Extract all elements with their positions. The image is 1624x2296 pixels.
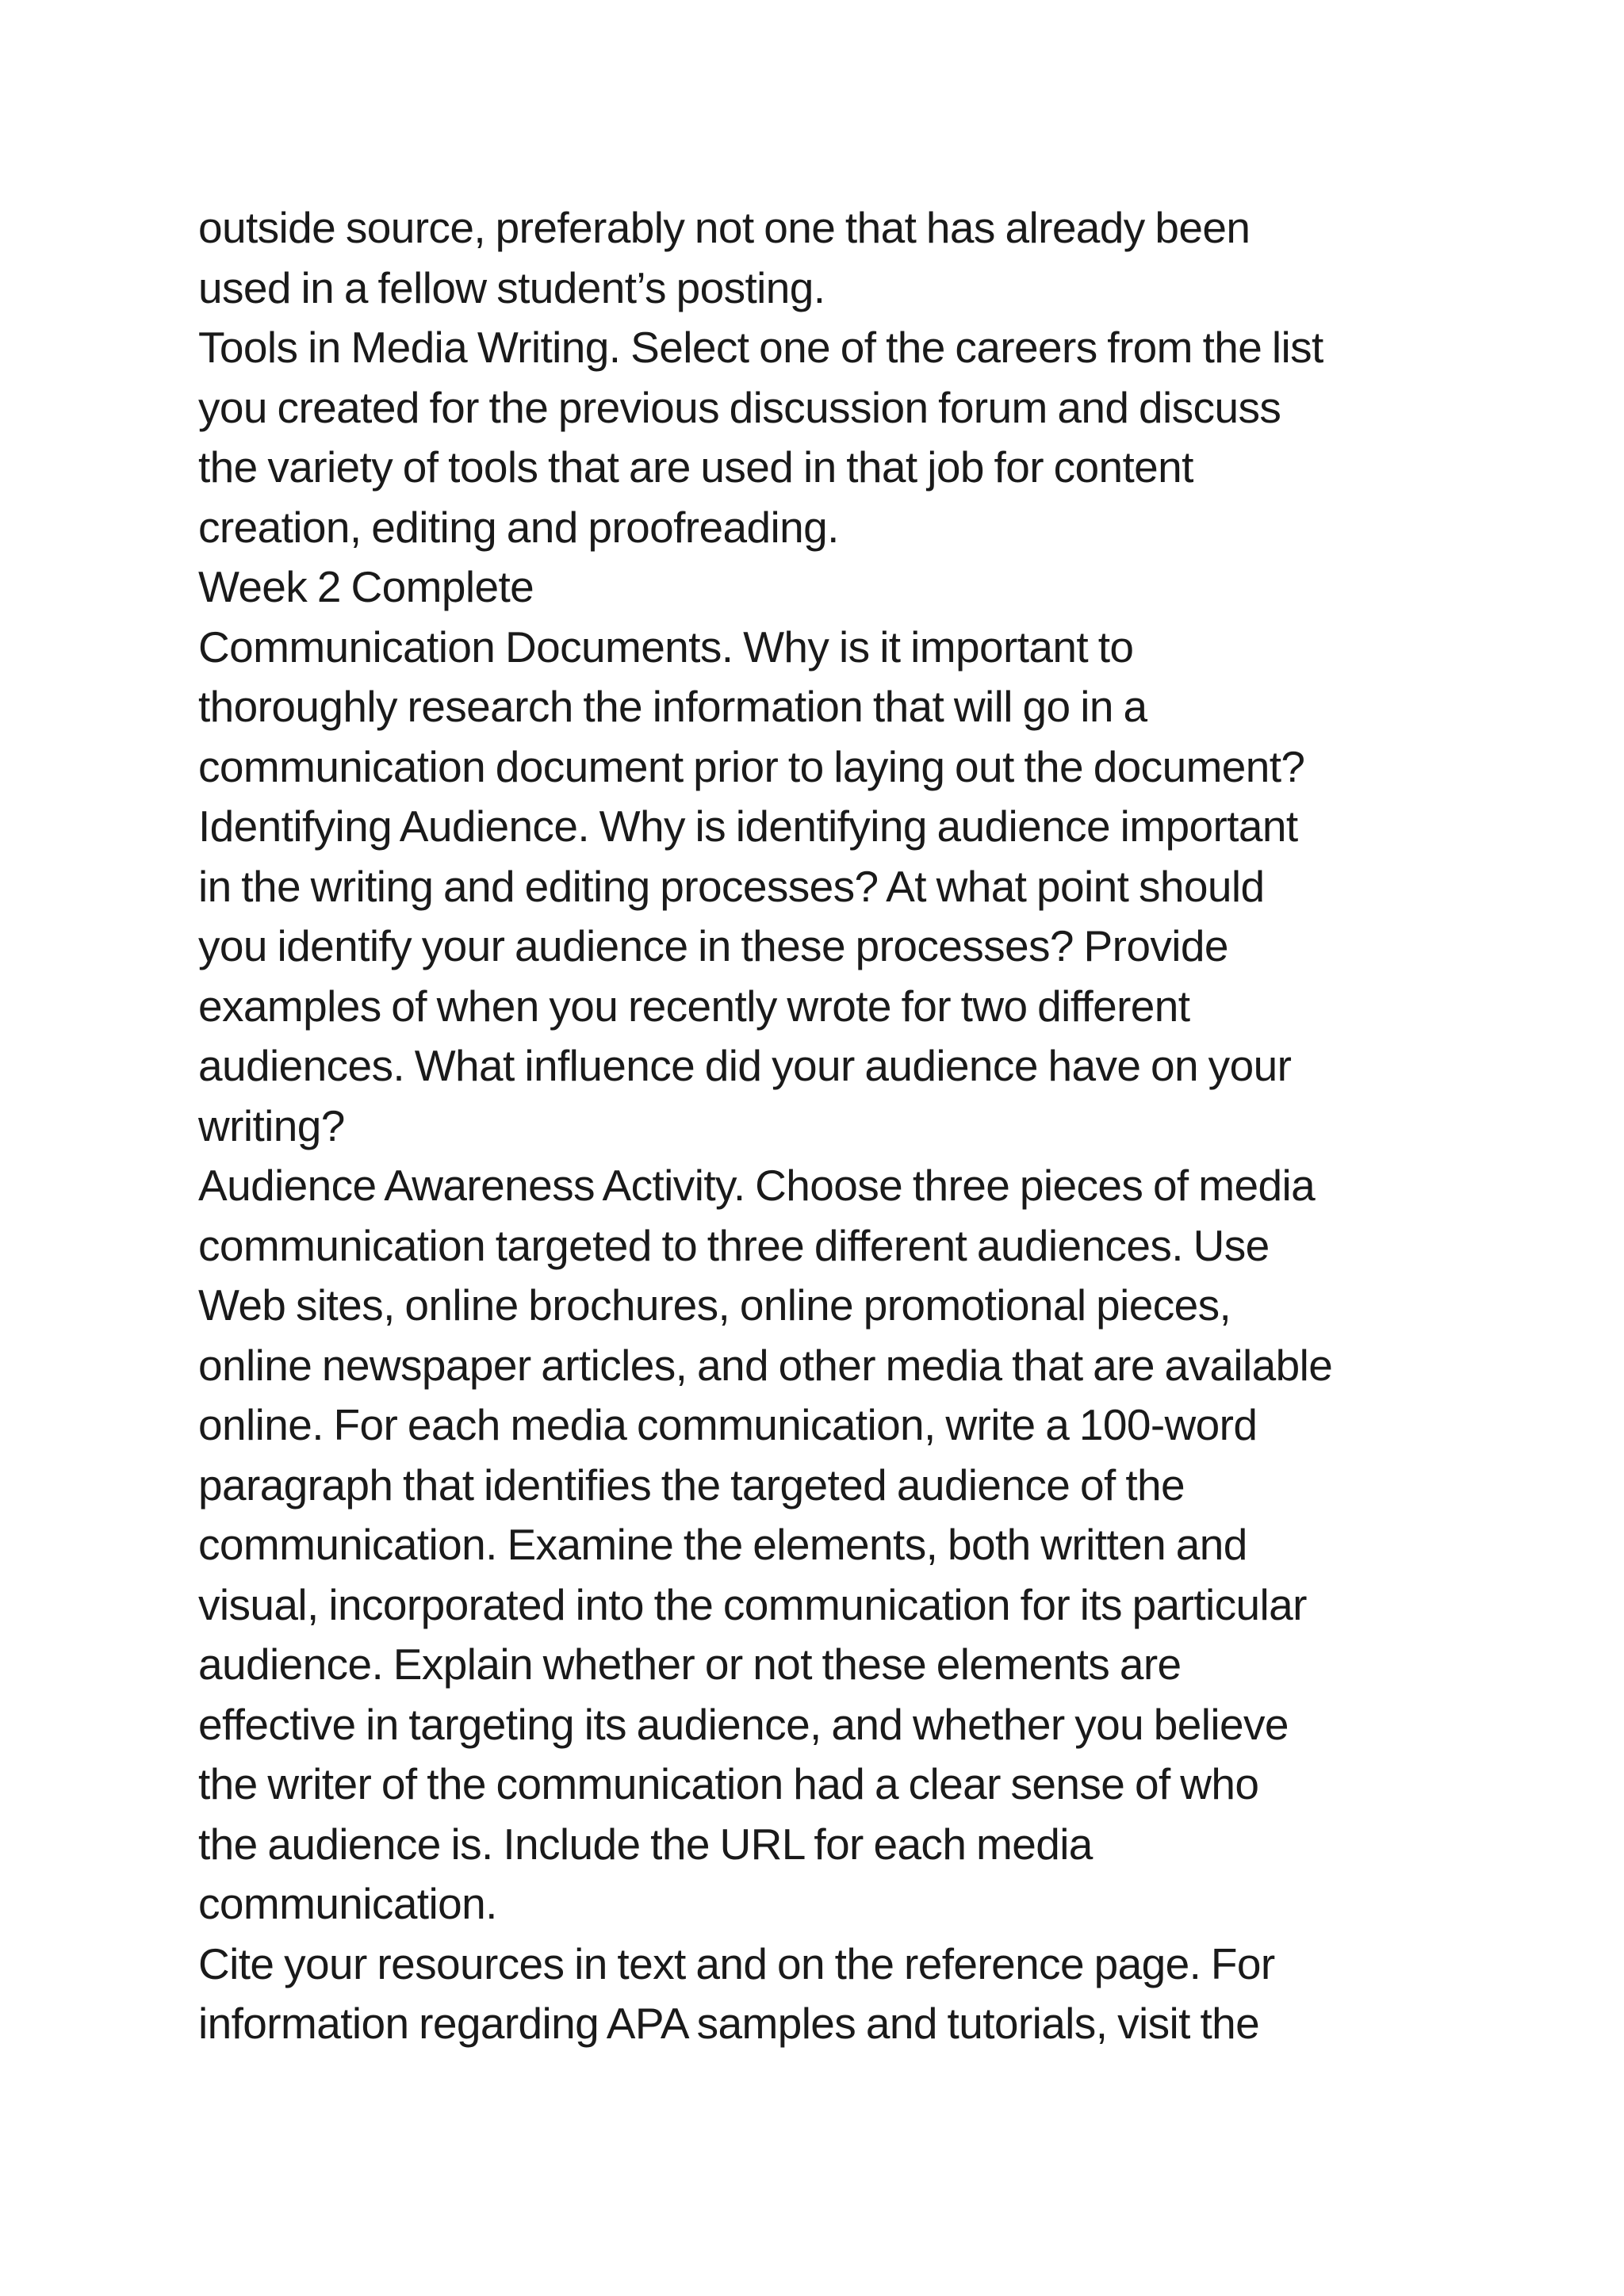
text-line: outside source, preferably not one that has already been — [198, 203, 1251, 252]
text-line: information regarding APA samples and tutorials, visit the — [198, 1999, 1260, 2048]
text-line: the audience is. Include the URL for each media — [198, 1819, 1093, 1869]
text-line: Communication Documents. Why is it important to — [198, 622, 1134, 672]
text-line: Web sites, online brochures, online promotional pieces, — [198, 1280, 1231, 1330]
text-line: audience. Explain whether or not these elements are — [198, 1640, 1182, 1689]
text-line: communication targeted to three different audiences. Use — [198, 1220, 1270, 1270]
text-line: used in a fellow student’s posting. — [198, 262, 825, 312]
text-line: Cite your resources in text and on the reference page. For — [198, 1938, 1275, 1988]
text-line: in the writing and editing processes? At what point should — [198, 861, 1265, 911]
text-line: communication document prior to laying out the document? — [198, 741, 1305, 791]
text-line: audiences. What influence did your audience have on your — [198, 1041, 1292, 1090]
document-page — [198, 198, 1483, 2054]
text-line: the writer of the communication had a clear sense of who — [198, 1759, 1259, 1808]
text-line: Audience Awareness Activity. Choose three pieces of media — [198, 1161, 1316, 1210]
text-line: Tools in Media Writing. Select one of the careers from the list — [198, 323, 1323, 372]
text-line: online. For each media communication, write a 100-word — [198, 1400, 1258, 1449]
text-line: communication. Examine the elements, both written and — [198, 1520, 1247, 1569]
text-line: thoroughly research the information that will go in a — [198, 682, 1147, 731]
text-line: effective in targeting its audience, and whether you believe — [198, 1699, 1289, 1749]
text-line: you identify your audience in these processes? Provide — [198, 921, 1228, 970]
text-line: communication. — [198, 1879, 497, 1928]
text-line: online newspaper articles, and other media that are available — [198, 1340, 1333, 1390]
text-line: you created for the previous discussion forum and discuss — [198, 382, 1281, 432]
text-line: Identifying Audience. Why is identifying audience important — [198, 802, 1298, 851]
text-line: writing? — [198, 1100, 345, 1150]
text-line: examples of when you recently wrote for two different — [198, 981, 1190, 1031]
text-line: Week 2 Complete — [198, 562, 534, 611]
text-line: creation, editing and proofreading. — [198, 502, 839, 552]
text-line: the variety of tools that are used in that job for content — [198, 442, 1193, 492]
text-line: visual, incorporated into the communication for its particular — [198, 1579, 1307, 1629]
text-line: paragraph that identifies the targeted audience of the — [198, 1460, 1185, 1510]
